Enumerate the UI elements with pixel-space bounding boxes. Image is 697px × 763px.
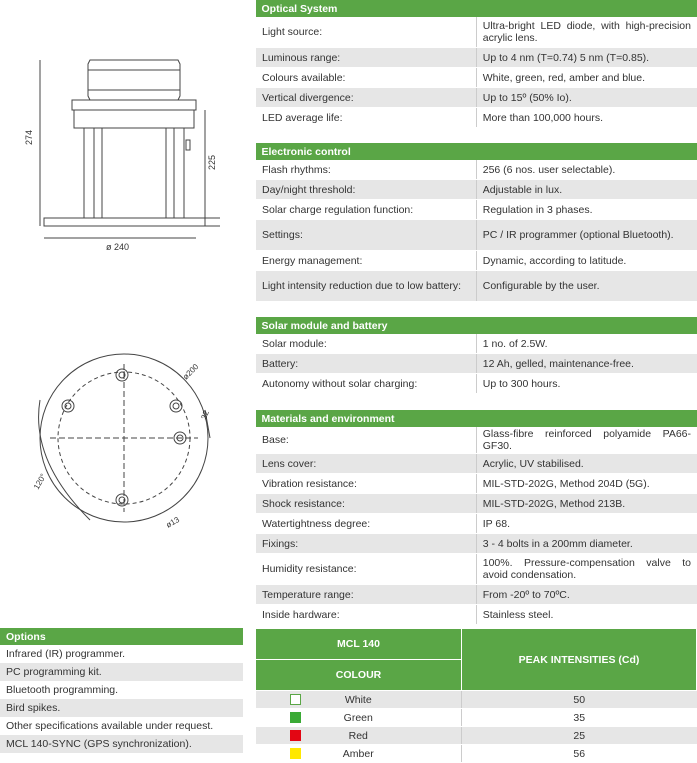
spec-value: Up to 15º (50% Io). — [476, 88, 697, 108]
option-text: Bluetooth programming. — [0, 681, 243, 699]
spec-label: Solar module: — [256, 334, 477, 354]
spec-label: Battery: — [256, 354, 477, 374]
option-text: PC programming kit. — [0, 663, 243, 681]
spec-value: MIL-STD-202G, Method 204D (5G). — [476, 474, 697, 494]
colour-swatch — [290, 748, 301, 759]
spec-value: More than 100,000 hours. — [476, 108, 697, 128]
spec-label: Autonomy without solar charging: — [256, 374, 477, 394]
options-table — [0, 628, 243, 753]
spec-value: Glass-fibre reinforced polyamide PA66-GF30. — [476, 427, 697, 454]
spec-label: Luminous range: — [256, 48, 477, 68]
solar-module-table — [255, 317, 697, 394]
table-row — [256, 474, 697, 494]
plan-view-drawing — [20, 340, 220, 540]
colour-cell — [256, 745, 462, 763]
spec-label: Shock resistance: — [256, 494, 477, 514]
table-row — [256, 17, 697, 48]
spec-value: Up to 4 nm (T=0.74) 5 nm (T=0.85). — [476, 48, 697, 68]
spec-label: Settings: — [256, 220, 477, 251]
colour-header: COLOUR — [256, 660, 462, 691]
spec-value: Up to 300 hours. — [476, 374, 697, 394]
spec-label: Lens cover: — [256, 454, 477, 474]
option-text: MCL 140-SYNC (GPS synchronization). — [0, 735, 243, 753]
table-row — [256, 180, 697, 200]
spec-label: Humidity resistance: — [256, 554, 477, 585]
spec-value: From -20º to 70ºC. — [476, 585, 697, 605]
side-elevation-drawing — [20, 40, 220, 260]
spec-value: White, green, red, amber and blue. — [476, 68, 697, 88]
list-item — [0, 663, 243, 681]
list-item — [0, 645, 243, 663]
colour-name: Red — [349, 730, 368, 742]
colour-name: Green — [344, 712, 373, 724]
spec-label: Inside hardware: — [256, 605, 477, 625]
intensity-value: 25 — [462, 727, 697, 745]
spec-label: Base: — [256, 427, 477, 454]
spec-label: Light intensity reduction due to low battery: — [256, 271, 477, 302]
electronic-control-table — [255, 143, 697, 302]
spec-value: Ultra-bright LED diode, with high-precision acrylic lens. — [476, 17, 697, 48]
table-row — [256, 354, 697, 374]
spec-label: Fixings: — [256, 534, 477, 554]
spec-label: Vibration resistance: — [256, 474, 477, 494]
spec-value: Stainless steel. — [476, 605, 697, 625]
table-row — [256, 554, 697, 585]
dim-height-body: 225 — [207, 155, 217, 170]
spec-value: Adjustable in lux. — [476, 180, 697, 200]
table-row — [256, 709, 697, 727]
spec-label: Energy management: — [256, 251, 477, 271]
list-item — [0, 681, 243, 699]
colour-cell — [256, 709, 462, 727]
peak-intensities-header: PEAK INTENSITIES (Cd) — [462, 629, 697, 691]
table-row — [256, 427, 697, 454]
table-row — [256, 108, 697, 128]
spec-value: MIL-STD-202G, Method 213B. — [476, 494, 697, 514]
table-row — [256, 271, 697, 302]
table-row — [256, 48, 697, 68]
spec-label: Light source: — [256, 17, 477, 48]
table-row — [256, 494, 697, 514]
options-header: Options — [0, 628, 243, 645]
dim-diameter-base: ø 240 — [106, 242, 129, 252]
spec-value: PC / IR programmer (optional Bluetooth). — [476, 220, 697, 251]
spec-label: Solar charge regulation function: — [256, 200, 477, 220]
spec-label: Vertical divergence: — [256, 88, 477, 108]
colour-name: Amber — [343, 748, 374, 760]
materials-table — [255, 410, 697, 625]
model-header: MCL 140 — [256, 629, 462, 660]
intensity-value: 35 — [462, 709, 697, 727]
optical-system-table — [255, 0, 697, 128]
colour-cell — [256, 691, 462, 709]
spec-value: 3 - 4 bolts in a 200mm diameter. — [476, 534, 697, 554]
materials-header: Materials and environment — [256, 410, 697, 427]
spec-value: 256 (6 nos. user selectable). — [476, 160, 697, 180]
spec-value: 100%. Pressure-compensation valve to avoid condensation. — [476, 554, 697, 585]
spec-value: Regulation in 3 phases. — [476, 200, 697, 220]
table-row — [256, 251, 697, 271]
table-row — [256, 88, 697, 108]
peak-intensities-table — [255, 628, 697, 763]
intensity-value: 56 — [462, 745, 697, 763]
table-row — [256, 334, 697, 354]
dim-bolt-circle: ø200 — [181, 362, 201, 382]
table-row — [256, 727, 697, 745]
table-row — [256, 514, 697, 534]
spec-value: IP 68. — [476, 514, 697, 534]
solar-module-header: Solar module and battery — [256, 317, 697, 334]
dim-height-total: 274 — [24, 130, 34, 145]
electronic-control-header: Electronic control — [256, 143, 697, 160]
table-row — [256, 745, 697, 763]
table-row — [256, 374, 697, 394]
table-row — [256, 454, 697, 474]
table-row — [256, 585, 697, 605]
colour-name: White — [345, 694, 372, 706]
dim-angle: 120° — [32, 472, 48, 491]
spec-value: Acrylic, UV stabilised. — [476, 454, 697, 474]
table-row — [256, 68, 697, 88]
dim-offset: 32 — [199, 409, 211, 421]
list-item — [0, 717, 243, 735]
table-row — [256, 605, 697, 625]
spec-label: Watertightness degree: — [256, 514, 477, 534]
spec-label: LED average life: — [256, 108, 477, 128]
colour-swatch — [290, 712, 301, 723]
spec-value: 1 no. of 2.5W. — [476, 334, 697, 354]
spec-label: Day/night threshold: — [256, 180, 477, 200]
option-text: Other specifications available under request. — [0, 717, 243, 735]
optical-system-header: Optical System — [256, 0, 697, 17]
table-row — [256, 691, 697, 709]
spec-value: Configurable by the user. — [476, 271, 697, 302]
list-item — [0, 699, 243, 717]
colour-swatch — [290, 730, 301, 741]
spec-label: Colours available: — [256, 68, 477, 88]
table-row — [256, 220, 697, 251]
option-text: Bird spikes. — [0, 699, 243, 717]
intensity-value: 50 — [462, 691, 697, 709]
table-row — [256, 160, 697, 180]
spec-value: 12 Ah, gelled, maintenance-free. — [476, 354, 697, 374]
colour-cell — [256, 727, 462, 745]
spec-value: Dynamic, according to latitude. — [476, 251, 697, 271]
table-row — [256, 534, 697, 554]
spec-label: Temperature range: — [256, 585, 477, 605]
spec-label: Flash rhythms: — [256, 160, 477, 180]
list-item — [0, 735, 243, 753]
dim-hole: ø13 — [165, 515, 182, 530]
option-text: Infrared (IR) programmer. — [0, 645, 243, 663]
table-row — [256, 200, 697, 220]
colour-swatch — [290, 694, 301, 705]
